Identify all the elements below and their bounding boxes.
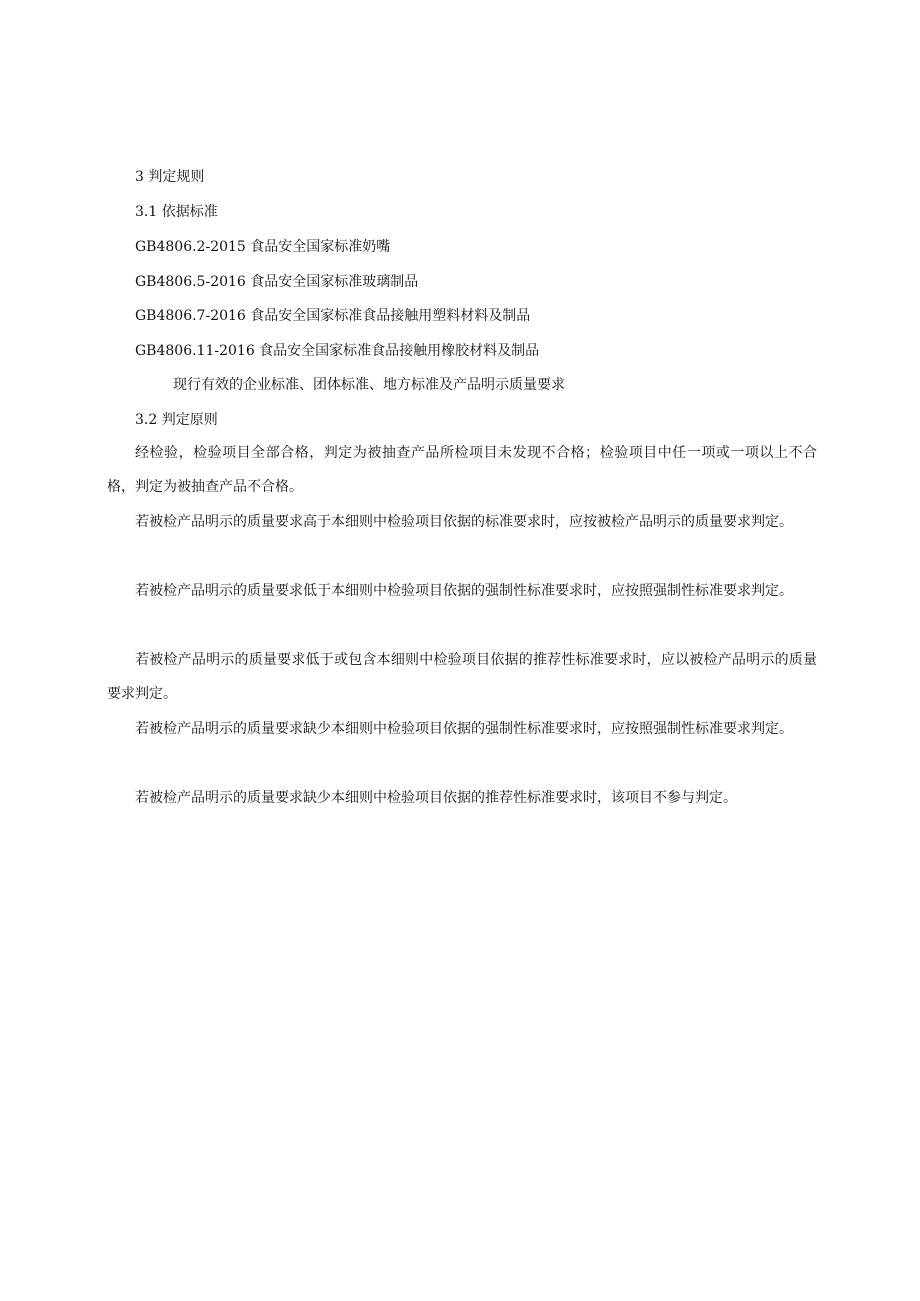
- standard-item: GB4806.2-2015 食品安全国家标准奶嘴: [135, 239, 391, 255]
- section-heading: 3 判定规则: [135, 169, 205, 185]
- principle-paragraph: 若被检产品明示的质量要求低于或包含本细则中检验项目依据的推荐性标准要求时，应以被检产品明示的质量要求判定。: [107, 652, 817, 702]
- subsection-heading-principles: 3.2 判定原则: [135, 412, 218, 428]
- standard-item: GB4806.5-2016 食品安全国家标准玻璃制品: [135, 274, 419, 290]
- subsection-heading-basis: 3.1 依据标准: [135, 204, 218, 220]
- principle-paragraph: 若被检产品明示的质量要求低于本细则中检验项目依据的强制性标准要求时，应按照强制性标准要求判定。: [135, 583, 793, 599]
- standard-item: GB4806.7-2016 食品安全国家标准食品接触用塑料材料及制品: [135, 308, 531, 324]
- principle-paragraph: 若被检产品明示的质量要求高于本细则中检验项目依据的标准要求时，应按被检产品明示的质量要求判定。: [135, 514, 793, 530]
- standard-item: GB4806.11-2016 食品安全国家标准食品接触用橡胶材料及制品: [135, 343, 540, 359]
- principle-paragraph: 若被检产品明示的质量要求缺少本细则中检验项目依据的推荐性标准要求时，该项目不参与判定。: [135, 790, 737, 806]
- standard-note: 现行有效的企业标准、团体标准、地方标准及产品明示质量要求: [173, 377, 565, 393]
- principle-paragraph: 经检验，检验项目全部合格，判定为被抽查产品所检项目未发现不合格；检验项目中任一项或一项以上不合格，判定为被抽查产品不合格。: [107, 445, 817, 495]
- principle-paragraph: 若被检产品明示的质量要求缺少本细则中检验项目依据的强制性标准要求时，应按照强制性标准要求判定。: [135, 721, 793, 737]
